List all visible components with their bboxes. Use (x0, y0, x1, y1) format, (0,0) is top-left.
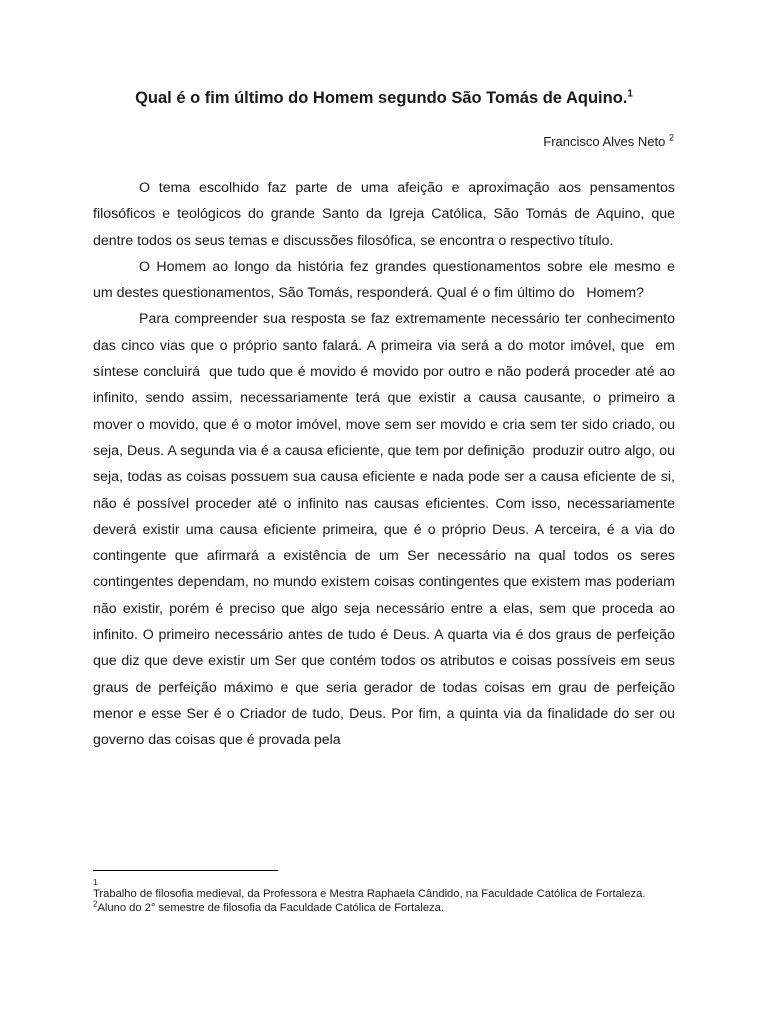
footnote-2-mark: 2 (93, 898, 98, 908)
author-line (543, 133, 674, 151)
body-text (93, 175, 691, 754)
title-text: Qual é o fim último do Homem segundo São Tomás de Aquino. (135, 89, 628, 107)
paragraph: O Homem ao longo da história fez grandes questionamentos sobre ele mesmo e um destes questionamentos, São Tomás, responderá. Qual é o fim último do Homem? (93, 258, 691, 302)
author-name: Francisco Alves Neto (543, 134, 666, 149)
document-title (0, 87, 768, 109)
paragraph: O tema escolhido faz parte de uma afeição e aproximação aos pensamentos filosóficos e teológicos do grande Santo da Igreja Católica, São Tomás de Aquino, que dentre todos os seus temas e discussões filosófica, se encontra o respectivo título. (93, 180, 675, 249)
footnote-1-text: Trabalho de filosofia medieval, da Professora e Mestra Raphaela Cândido, na Faculdade Católica de Fortaleza. (93, 888, 646, 900)
footnote-1-mark: 1 (93, 878, 98, 887)
footnotes (93, 878, 675, 915)
footnote-2 (93, 898, 675, 916)
title-footnote-ref: 1 (627, 88, 633, 100)
footnote-2-text: Aluno do 2° semestre de filosofia da Faculdade Católica de Fortaleza. (97, 901, 444, 914)
author-footnote-ref: 2 (668, 132, 674, 143)
footnote-divider (93, 870, 278, 871)
paragraph: Para compreender sua resposta se faz extremamente necessário ter conhecimento das cinco vias que o próprio santo falará. A primeira via será a do motor imóvel, que em síntese concluirá que tudo que é movido é movido por outro e não poderá proceder até ao infinito, sendo assim, necessariamente terá que existir a causa causante, o primeiro a mover o movido, que é o motor imóvel, move sem ser movido e cria sem ter sido criado, ou seja, Deus. A segunda via é a causa eficiente, que tem por definição produzir outro algo, ou seja, todas as coisas possuem sua causa eficiente e nada pode ser a causa eficiente de si, não é possível proceder até o infinito nas causas eficientes. Com isso, necessariamente deverá existir uma causa eficiente primeira, que é o próprio Deus. A terceira, é a via do contingente que afirmará a existência de um Ser necessário na qual todos os seres contingentes dependam, no mundo existem coisas contingentes que existem mas poderiam não existir, porém é preciso que algo seja necessário entre a elas, sem que proceda ao infinito. O primeiro necessário antes de tudo é Deus. A quarta via é dos graus de perfeição que diz que deve existir um Ser que contém todos os atributos e coisas possíveis em seus graus de perfeição máximo e que seria gerador de todas coisas em grau de perfeição menor e esse Ser é o Criador de tudo, Deus. Por fim, a quinta via da finalidade do ser ou governo das coisas que é provada pela (93, 311, 679, 749)
